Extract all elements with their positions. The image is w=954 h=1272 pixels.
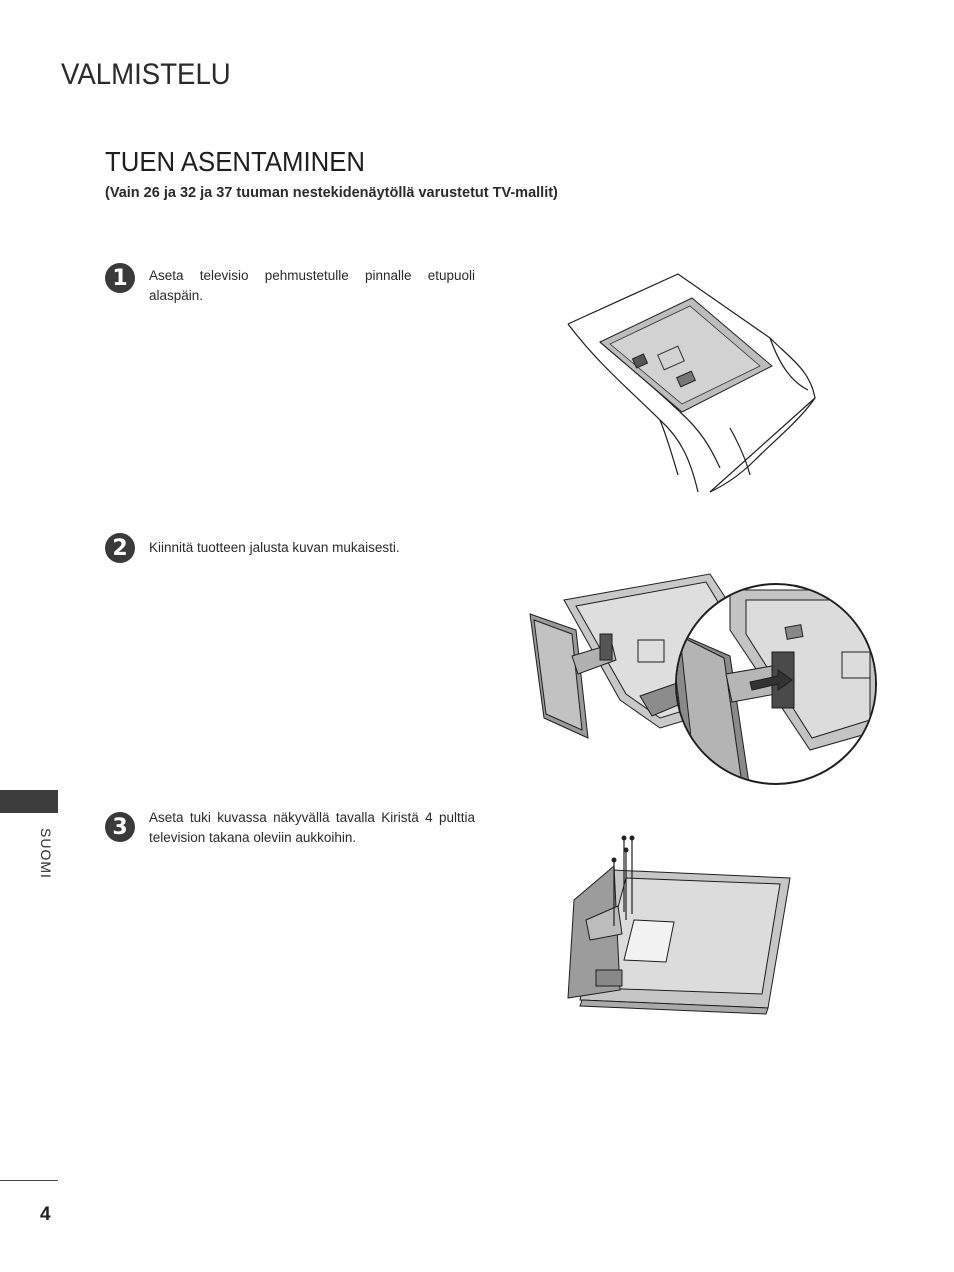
section-title: TUEN ASENTAMINEN xyxy=(105,146,366,177)
step-1-number: 1 xyxy=(105,263,135,293)
step-1-text: Aseta televisio pehmustetulle pinnalle etupuoli alaspäin. xyxy=(149,268,475,303)
step-3-number: 3 xyxy=(105,812,135,842)
language-label: SUOMI xyxy=(38,828,54,879)
footer-rule xyxy=(0,1180,58,1181)
screw-stand-illustration xyxy=(562,830,802,1020)
stand-attach-illustration xyxy=(520,570,880,790)
language-tab-marker xyxy=(0,790,58,813)
step-3-text: Aseta tuki kuvassa näkyvällä tavalla Kiristä 4 pulttia television takana oleviin aukkoihin. xyxy=(149,810,475,845)
page-heading: VALMISTELU xyxy=(61,58,231,91)
page-number: 4 xyxy=(40,1204,51,1225)
step-2-number: 2 xyxy=(105,533,135,563)
step-2-text: Kiinnitä tuotteen jalusta kuvan mukaisesti. xyxy=(149,540,400,555)
section-subtitle: (Vain 26 ja 32 ja 37 tuuman nestekidenäytöllä varustetut TV-mallit) xyxy=(105,185,558,201)
tv-on-cushion-illustration xyxy=(560,270,820,498)
